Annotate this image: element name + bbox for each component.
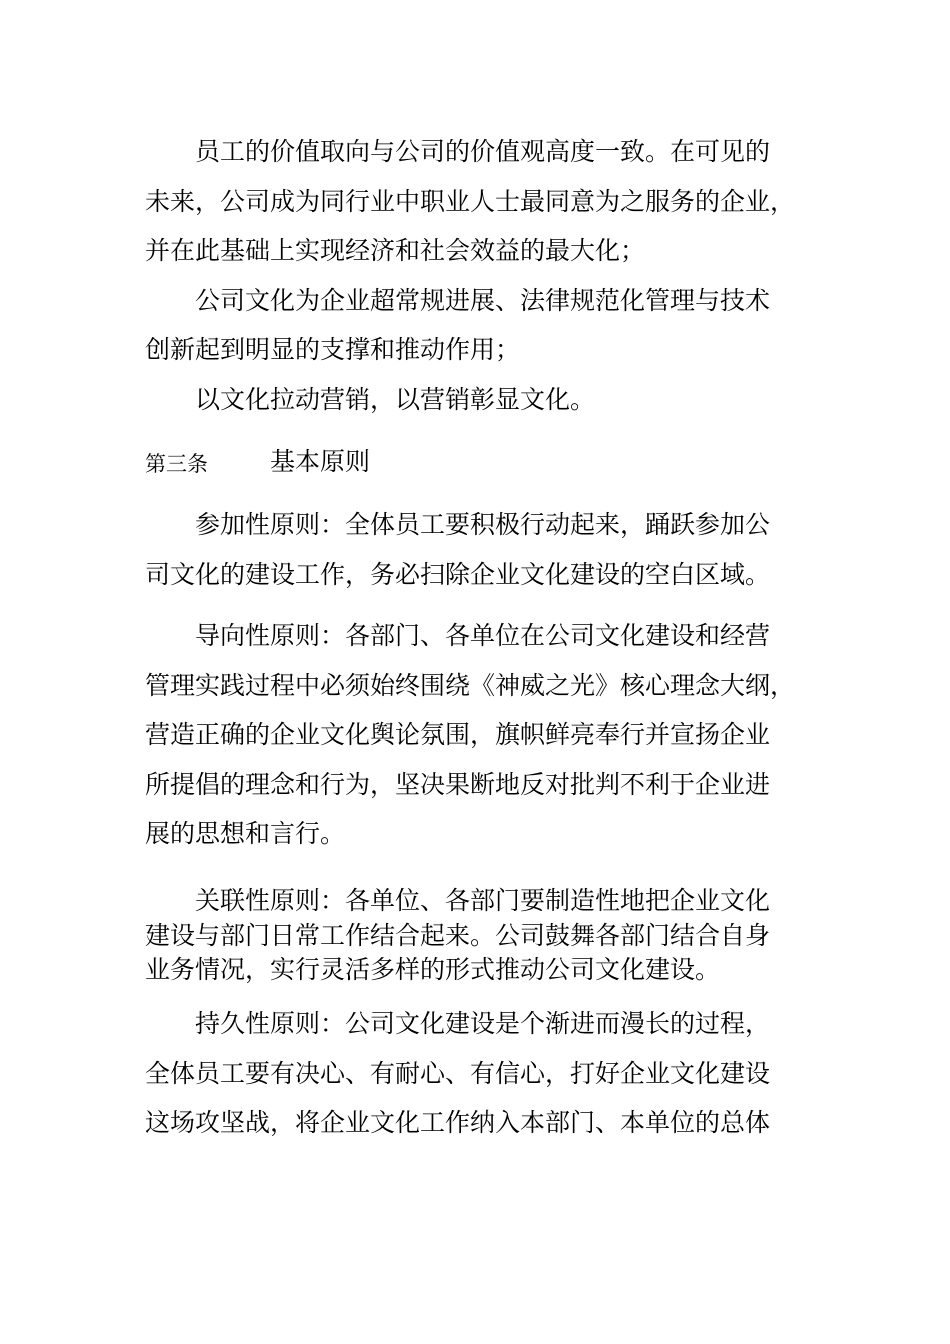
paragraph-line: 导向性原则：各部门、各单位在公司文化建设和经营 <box>195 621 771 650</box>
paragraph-line: 员工的价值取向与公司的价值观高度一致。在可见的 <box>195 137 771 166</box>
paragraph-line: 司文化的建设工作，务必扫除企业文化建设的空白区域。 <box>145 560 771 589</box>
paragraph-line: 建设与部门日常工作结合起来。公司鼓舞各部门结合自身 <box>145 921 771 950</box>
paragraph-line: 全体员工要有决心、有耐心、有信心，打好企业文化建设 <box>145 1059 771 1088</box>
article-title: 基本原则 <box>270 447 371 476</box>
article-number: 第三条 <box>145 452 208 476</box>
paragraph-line: 创新起到明显的支撑和推动作用； <box>145 335 521 364</box>
paragraph-line: 展的思想和言行。 <box>145 819 346 848</box>
paragraph-line: 管理实践过程中必须始终围绕《神威之光》核心理念大纲， <box>145 671 796 700</box>
paragraph-line: 未来，公司成为同行业中职业人士最同意为之服务的企业， <box>145 187 796 216</box>
paragraph-line: 营造正确的企业文化舆论氛围，旗帜鲜亮奉行并宣扬企业 <box>145 720 771 749</box>
paragraph-line: 这场攻坚战，将企业文化工作纳入本部门、本单位的总体 <box>145 1108 771 1137</box>
paragraph-line: 业务情况，实行灵活多样的形式推动公司文化建设。 <box>145 955 721 984</box>
paragraph-line: 所提倡的理念和行为，坚决果断地反对批判不利于企业进 <box>145 770 771 799</box>
paragraph-line: 公司文化为企业超常规进展、法律规范化管理与技术 <box>195 286 771 315</box>
paragraph-line: 参加性原则：全体员工要积极行动起来，踊跃参加公 <box>195 510 771 539</box>
paragraph-line: 持久性原则：公司文化建设是个渐进而漫长的过程， <box>195 1009 771 1038</box>
paragraph-line: 关联性原则：各单位、各部门要制造性地把企业文化 <box>195 886 771 915</box>
paragraph-line: 并在此基础上实现经济和社会效益的最大化； <box>145 236 646 265</box>
paragraph-line: 以文化拉动营销，以营销彰显文化。 <box>195 385 596 414</box>
